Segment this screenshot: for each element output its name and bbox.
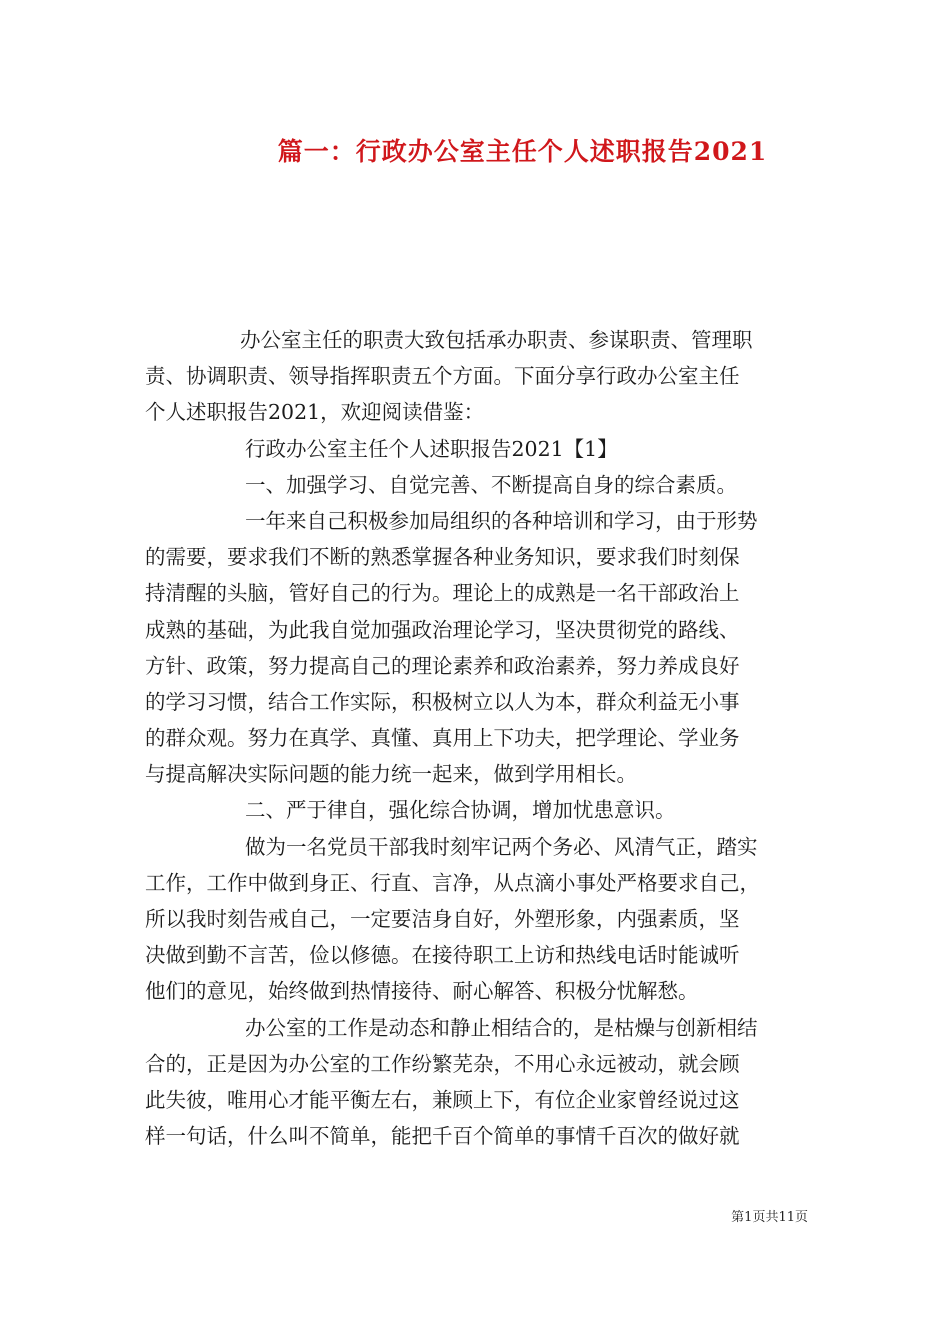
body-line: 的学习习惯，结合工作实际，积极树立以人为本，群众利益无小事 bbox=[145, 689, 740, 714]
body-line: 决做到勤不言苦，俭以修德。在接待职工上访和热线电话时能诚听 bbox=[145, 943, 740, 968]
body-line: 成熟的基础，为此我自觉加强政治理论学习，坚决贯彻党的路线、 bbox=[145, 617, 740, 642]
body-line: 的需要，要求我们不断的熟悉掌握各种业务知识，要求我们时刻保 bbox=[145, 545, 740, 570]
body-line: 办公室主任的职责大致包括承办职责、参谋职责、管理职 bbox=[240, 328, 753, 352]
body-line: 他们的意见，始终做到热情接待、耐心解答、积极分忧解愁。 bbox=[145, 979, 699, 1004]
body-line: 个人述职报告2021，欢迎阅读借鉴： bbox=[145, 400, 485, 425]
subsection-heading: 二、严于律自，强化综合协调，增加忧患意识。 bbox=[245, 798, 676, 823]
body-line: 此失彼，唯用心才能平衡左右，兼顾上下，有位企业家曾经说过这 bbox=[145, 1087, 740, 1112]
document-body bbox=[145, 322, 810, 1154]
body-line: 与提高解决实际问题的能力统一起来，做到学用相长。 bbox=[145, 762, 637, 787]
body-line: 办公室的工作是动态和静止相结合的，是枯燥与创新相结 bbox=[245, 1015, 758, 1040]
subsection-heading: 一、加强学习、自觉完善、不断提高自身的综合素质。 bbox=[245, 472, 737, 497]
document-title: 篇一：行政办公室主任个人述职报告2021 bbox=[277, 137, 768, 166]
body-line: 工作，工作中做到身正、行直、言净，从点滴小事处严格要求自己， bbox=[145, 870, 760, 895]
section-heading: 行政办公室主任个人述职报告2021【1】 bbox=[245, 436, 618, 461]
body-line: 合的，正是因为办公室的工作纷繁芜杂，不用心永远被动，就会顾 bbox=[145, 1051, 740, 1076]
body-line: 一年来自己积极参加局组织的各种培训和学习，由于形势 bbox=[245, 508, 758, 533]
body-line: 责、协调职责、领导指挥职责五个方面。下面分享行政办公室主任 bbox=[145, 364, 740, 389]
page-number: 第1页共11页 bbox=[731, 1210, 808, 1225]
body-line: 做为一名党员干部我时刻牢记两个务必、风清气正，踏实 bbox=[245, 834, 758, 859]
body-line: 持清醒的头脑，管好自己的行为。理论上的成熟是一名干部政治上 bbox=[145, 581, 740, 606]
body-line: 样一句话，什么叫不简单，能把千百个简单的事情千百次的做好就 bbox=[145, 1124, 740, 1149]
body-line: 的群众观。努力在真学、真懂、真用上下功夫，把学理论、学业务 bbox=[145, 726, 740, 751]
body-line: 方针、政策，努力提高自己的理论素养和政治素养，努力养成良好 bbox=[145, 653, 740, 678]
body-line: 所以我时刻告戒自己，一定要洁身自好，外塑形象，内强素质，坚 bbox=[145, 907, 740, 931]
